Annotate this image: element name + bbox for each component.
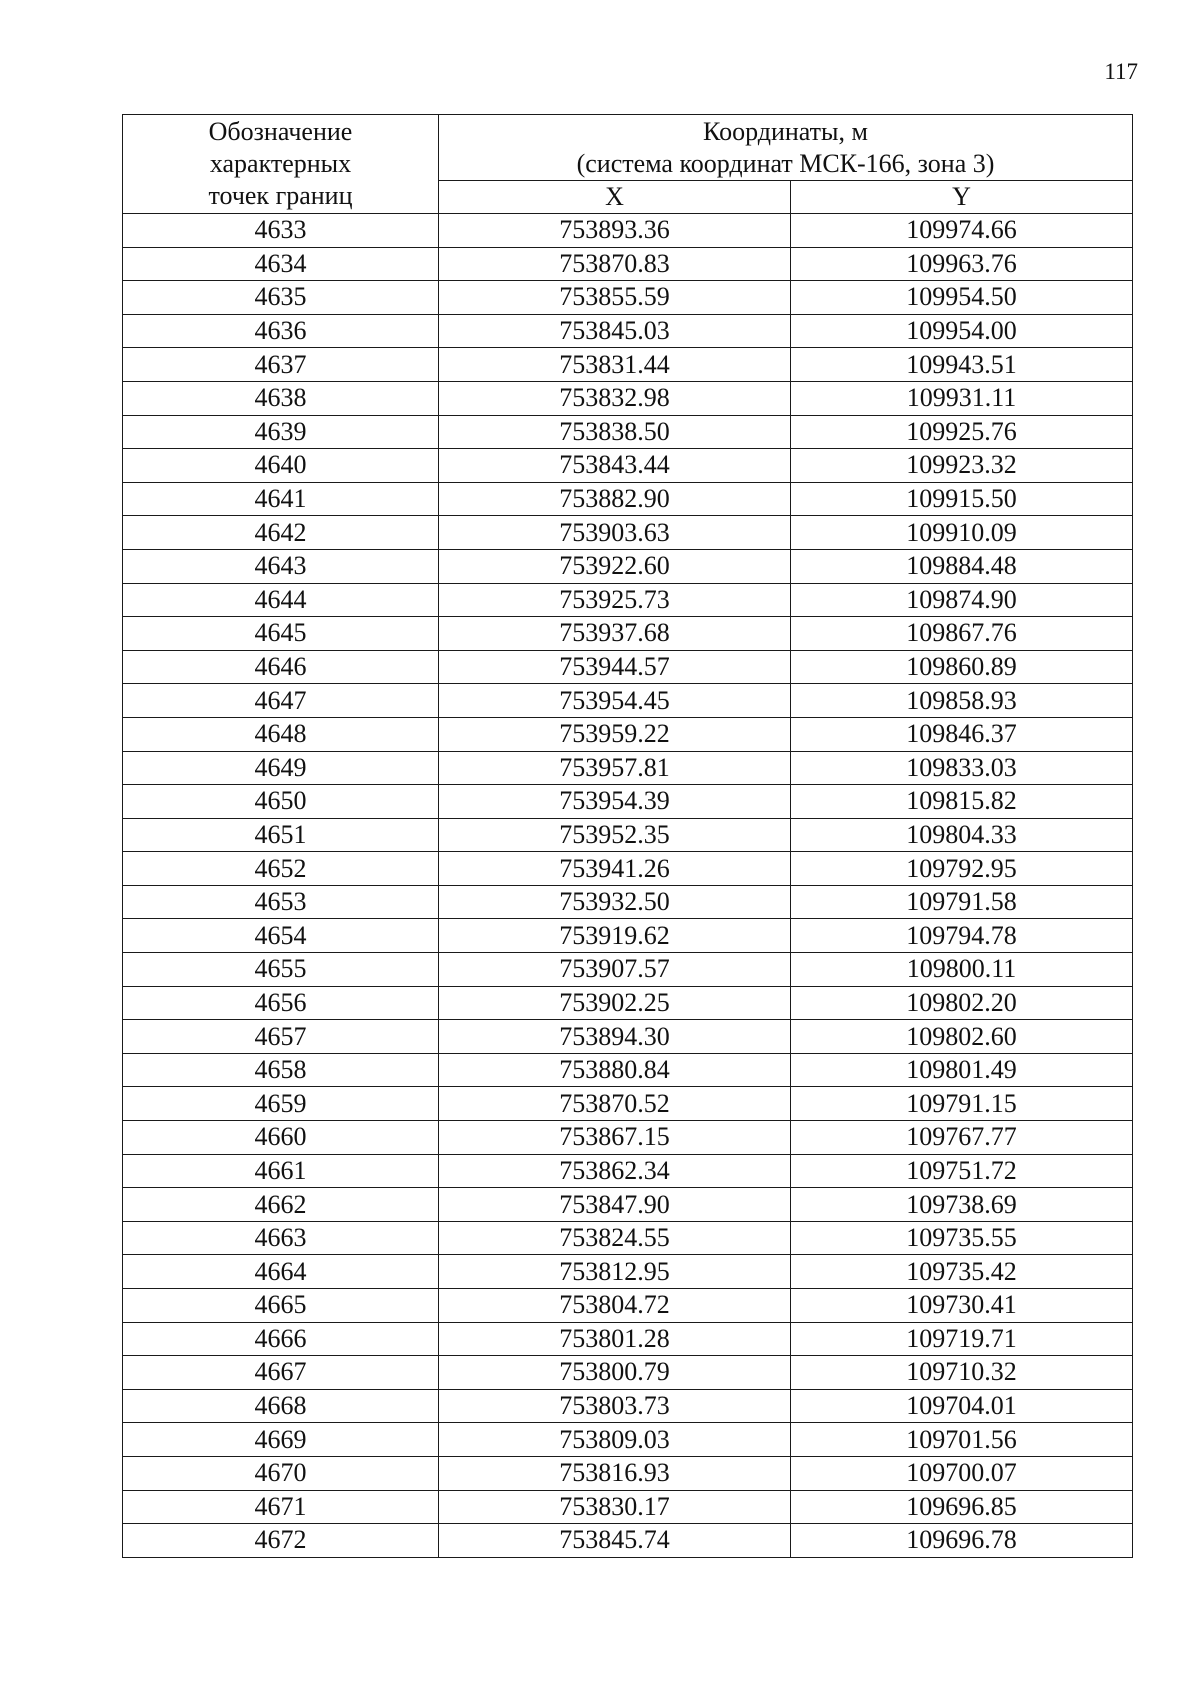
- table-row: [123, 852, 1133, 886]
- x-cell: 753907.57: [439, 953, 791, 987]
- x-cell: 753925.73: [439, 583, 791, 617]
- table-row: [123, 785, 1133, 819]
- y-cell: 109925.76: [791, 415, 1133, 449]
- point-cell: 4645: [123, 617, 439, 651]
- y-cell: 109700.07: [791, 1456, 1133, 1490]
- x-cell: 753880.84: [439, 1053, 791, 1087]
- y-cell: 109804.33: [791, 818, 1133, 852]
- point-cell: 4659: [123, 1087, 439, 1121]
- table-row: [123, 1087, 1133, 1121]
- y-cell: 109794.78: [791, 919, 1133, 953]
- x-cell: 753919.62: [439, 919, 791, 953]
- table-row: [123, 314, 1133, 348]
- table-row: [123, 1188, 1133, 1222]
- y-cell: 109858.93: [791, 684, 1133, 718]
- point-cell: 4651: [123, 818, 439, 852]
- x-cell: 753862.34: [439, 1154, 791, 1188]
- y-cell: 109719.71: [791, 1322, 1133, 1356]
- header-y: Y: [791, 181, 1133, 214]
- point-cell: 4662: [123, 1188, 439, 1222]
- table-row: [123, 1020, 1133, 1054]
- x-cell: 753843.44: [439, 449, 791, 483]
- coordinates-table: [122, 114, 1133, 1558]
- table-row: [123, 1255, 1133, 1289]
- table-row: [123, 818, 1133, 852]
- x-cell: 753847.90: [439, 1188, 791, 1222]
- header-coords-line-1: Координаты, м: [703, 116, 868, 146]
- table-row: [123, 381, 1133, 415]
- x-cell: 753803.73: [439, 1389, 791, 1423]
- point-cell: 4644: [123, 583, 439, 617]
- y-cell: 109738.69: [791, 1188, 1133, 1222]
- table-row: [123, 247, 1133, 281]
- y-cell: 109815.82: [791, 785, 1133, 819]
- y-cell: 109943.51: [791, 348, 1133, 382]
- y-cell: 109704.01: [791, 1389, 1133, 1423]
- y-cell: 109791.58: [791, 885, 1133, 919]
- y-cell: 109791.15: [791, 1087, 1133, 1121]
- x-cell: 753800.79: [439, 1356, 791, 1390]
- x-cell: 753845.74: [439, 1524, 791, 1558]
- point-cell: 4634: [123, 247, 439, 281]
- x-cell: 753830.17: [439, 1490, 791, 1524]
- header-coordinates: [439, 115, 1133, 181]
- y-cell: 109735.42: [791, 1255, 1133, 1289]
- table-row: [123, 1289, 1133, 1323]
- table-row: [123, 214, 1133, 248]
- table-body: [123, 214, 1133, 1558]
- point-cell: 4639: [123, 415, 439, 449]
- point-cell: 4661: [123, 1154, 439, 1188]
- point-cell: 4654: [123, 919, 439, 953]
- table-header: [123, 115, 1133, 214]
- y-cell: 109701.56: [791, 1423, 1133, 1457]
- x-cell: 753870.52: [439, 1087, 791, 1121]
- point-cell: 4640: [123, 449, 439, 483]
- table-row: [123, 717, 1133, 751]
- y-cell: 109801.49: [791, 1053, 1133, 1087]
- y-cell: 109800.11: [791, 953, 1133, 987]
- x-cell: 753954.45: [439, 684, 791, 718]
- point-cell: 4642: [123, 516, 439, 550]
- y-cell: 109923.32: [791, 449, 1133, 483]
- y-cell: 109910.09: [791, 516, 1133, 550]
- table-row: [123, 919, 1133, 953]
- x-cell: 753922.60: [439, 549, 791, 583]
- point-cell: 4637: [123, 348, 439, 382]
- table-row: [123, 617, 1133, 651]
- point-cell: 4633: [123, 214, 439, 248]
- x-cell: 753954.39: [439, 785, 791, 819]
- x-cell: 753959.22: [439, 717, 791, 751]
- y-cell: 109792.95: [791, 852, 1133, 886]
- header-point-line-1: Обозначение: [208, 117, 353, 146]
- y-cell: 109963.76: [791, 247, 1133, 281]
- x-cell: 753824.55: [439, 1221, 791, 1255]
- point-cell: 4657: [123, 1020, 439, 1054]
- table-row: [123, 1389, 1133, 1423]
- x-cell: 753894.30: [439, 1020, 791, 1054]
- header-point-line-2: характерных: [209, 149, 352, 178]
- y-cell: 109710.32: [791, 1356, 1133, 1390]
- y-cell: 109730.41: [791, 1289, 1133, 1323]
- point-cell: 4660: [123, 1121, 439, 1155]
- point-cell: 4672: [123, 1524, 439, 1558]
- page-number: 117: [1104, 59, 1138, 84]
- table-row: [123, 449, 1133, 483]
- x-cell: 753816.93: [439, 1456, 791, 1490]
- header-point-designation: [123, 115, 439, 214]
- table-row: [123, 1322, 1133, 1356]
- table-row: [123, 1053, 1133, 1087]
- x-cell: 753941.26: [439, 852, 791, 886]
- table-row: [123, 986, 1133, 1020]
- x-cell: 753845.03: [439, 314, 791, 348]
- y-cell: 109802.20: [791, 986, 1133, 1020]
- x-cell: 753944.57: [439, 650, 791, 684]
- point-cell: 4641: [123, 482, 439, 516]
- table-row: [123, 281, 1133, 315]
- x-cell: 753832.98: [439, 381, 791, 415]
- table-row: [123, 885, 1133, 919]
- table-row: [123, 1221, 1133, 1255]
- point-cell: 4652: [123, 852, 439, 886]
- x-cell: 753831.44: [439, 348, 791, 382]
- point-cell: 4665: [123, 1289, 439, 1323]
- table-row: [123, 751, 1133, 785]
- header-coords-line-2: (система координат МСК-166, зона 3): [576, 148, 995, 178]
- header-x: X: [439, 181, 791, 214]
- y-cell: 109884.48: [791, 549, 1133, 583]
- point-cell: 4666: [123, 1322, 439, 1356]
- y-cell: 109802.60: [791, 1020, 1133, 1054]
- point-cell: 4671: [123, 1490, 439, 1524]
- point-cell: 4655: [123, 953, 439, 987]
- table-row: [123, 1154, 1133, 1188]
- point-cell: 4668: [123, 1389, 439, 1423]
- table-row: [123, 348, 1133, 382]
- point-cell: 4648: [123, 717, 439, 751]
- y-cell: 109767.77: [791, 1121, 1133, 1155]
- point-cell: 4658: [123, 1053, 439, 1087]
- table-row: [123, 549, 1133, 583]
- y-cell: 109954.50: [791, 281, 1133, 315]
- x-cell: 753903.63: [439, 516, 791, 550]
- x-cell: 753838.50: [439, 415, 791, 449]
- point-cell: 4636: [123, 314, 439, 348]
- y-cell: 109735.55: [791, 1221, 1133, 1255]
- table-row: [123, 1356, 1133, 1390]
- y-cell: 109931.11: [791, 381, 1133, 415]
- y-cell: 109867.76: [791, 617, 1133, 651]
- point-cell: 4647: [123, 684, 439, 718]
- y-cell: 109954.00: [791, 314, 1133, 348]
- y-cell: 109696.78: [791, 1524, 1133, 1558]
- x-cell: 753812.95: [439, 1255, 791, 1289]
- point-cell: 4643: [123, 549, 439, 583]
- x-cell: 753957.81: [439, 751, 791, 785]
- point-cell: 4653: [123, 885, 439, 919]
- y-cell: 109846.37: [791, 717, 1133, 751]
- point-cell: 4669: [123, 1423, 439, 1457]
- point-cell: 4635: [123, 281, 439, 315]
- table-row: [123, 1121, 1133, 1155]
- y-cell: 109751.72: [791, 1154, 1133, 1188]
- point-cell: 4667: [123, 1356, 439, 1390]
- x-cell: 753809.03: [439, 1423, 791, 1457]
- point-cell: 4664: [123, 1255, 439, 1289]
- point-cell: 4638: [123, 381, 439, 415]
- table-row: [123, 415, 1133, 449]
- y-cell: 109860.89: [791, 650, 1133, 684]
- point-cell: 4670: [123, 1456, 439, 1490]
- x-cell: 753937.68: [439, 617, 791, 651]
- x-cell: 753804.72: [439, 1289, 791, 1323]
- table-row: [123, 684, 1133, 718]
- x-cell: 753952.35: [439, 818, 791, 852]
- table-row: [123, 650, 1133, 684]
- x-cell: 753870.83: [439, 247, 791, 281]
- x-cell: 753855.59: [439, 281, 791, 315]
- x-cell: 753882.90: [439, 482, 791, 516]
- x-cell: 753932.50: [439, 885, 791, 919]
- table-row: [123, 1490, 1133, 1524]
- table-row: [123, 1423, 1133, 1457]
- x-cell: 753801.28: [439, 1322, 791, 1356]
- x-cell: 753893.36: [439, 214, 791, 248]
- y-cell: 109833.03: [791, 751, 1133, 785]
- table-row: [123, 1456, 1133, 1490]
- table-row: [123, 1524, 1133, 1558]
- y-cell: 109874.90: [791, 583, 1133, 617]
- header-point-line-3: точек границ: [208, 181, 353, 210]
- point-cell: 4663: [123, 1221, 439, 1255]
- x-cell: 753867.15: [439, 1121, 791, 1155]
- table-row: [123, 482, 1133, 516]
- table-row: [123, 583, 1133, 617]
- point-cell: 4656: [123, 986, 439, 1020]
- y-cell: 109915.50: [791, 482, 1133, 516]
- point-cell: 4649: [123, 751, 439, 785]
- point-cell: 4646: [123, 650, 439, 684]
- table-row: [123, 516, 1133, 550]
- y-cell: 109974.66: [791, 214, 1133, 248]
- point-cell: 4650: [123, 785, 439, 819]
- x-cell: 753902.25: [439, 986, 791, 1020]
- table-row: [123, 953, 1133, 987]
- y-cell: 109696.85: [791, 1490, 1133, 1524]
